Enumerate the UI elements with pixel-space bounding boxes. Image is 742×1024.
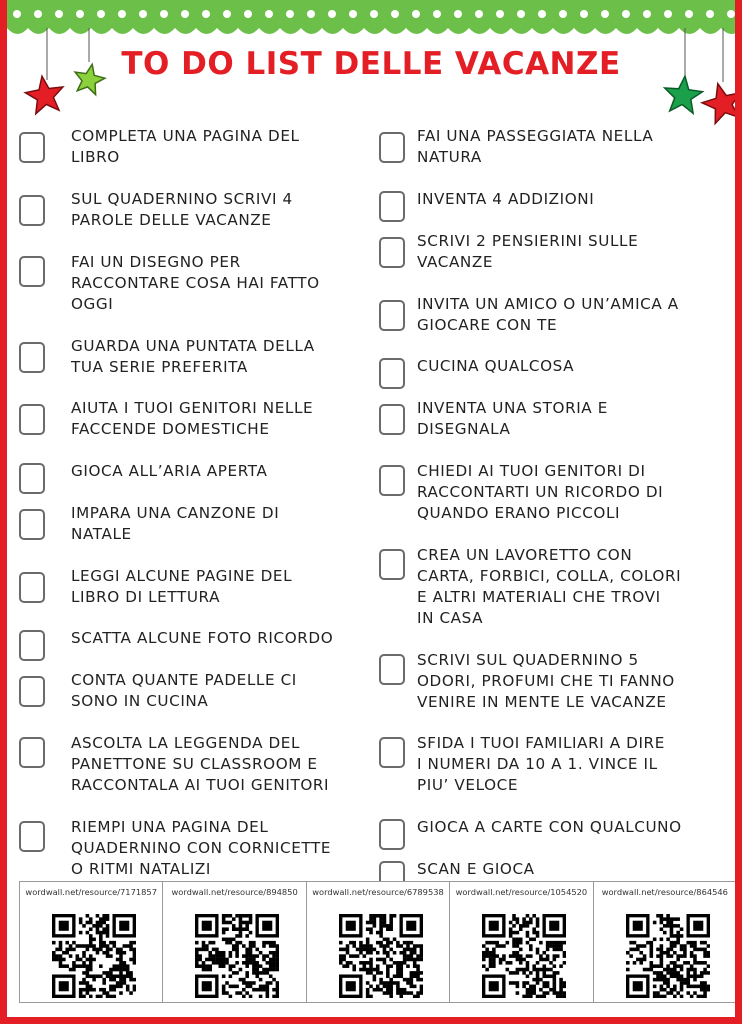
checkbox[interactable]: [19, 404, 45, 435]
todo-text-line: IN CASA: [417, 609, 484, 627]
garland-dot: [328, 10, 336, 18]
checkbox[interactable]: [379, 465, 405, 496]
todo-text: [417, 126, 653, 168]
qr-url: wordwall.net/resource/6789538: [312, 887, 444, 897]
garland-dot: [139, 10, 147, 18]
todo-text: [417, 545, 681, 629]
qr-code-icon[interactable]: [626, 914, 710, 998]
qr-card[interactable]: [162, 881, 306, 1003]
garland-dot: [244, 10, 252, 18]
garland-dot: [580, 10, 588, 18]
garland-dot: [76, 10, 84, 18]
todo-text: [417, 733, 665, 796]
todo-text: [71, 733, 329, 796]
garland-dot: [496, 10, 504, 18]
todo-text-line: E ALTRI MATERIALI CHE TROVI: [417, 588, 661, 606]
garland-dot: [34, 10, 42, 18]
garland-dot: [307, 10, 315, 18]
checkbox[interactable]: [379, 237, 405, 268]
todo-text: [71, 189, 293, 231]
todo-text: [417, 398, 608, 440]
todo-text-line: LIBRO: [71, 148, 120, 166]
todo-item: [19, 336, 375, 378]
todo-item: [379, 817, 729, 850]
todo-text-line: NATURA: [417, 148, 482, 166]
todo-text: [71, 336, 315, 378]
todo-text-line: SCAN E GIOCA: [417, 860, 535, 878]
garland-dot: [349, 10, 357, 18]
checkbox[interactable]: [19, 195, 45, 226]
todo-text-line: ODORI, PROFUMI CHE TI FANNO: [417, 672, 675, 690]
checkbox[interactable]: [379, 300, 405, 331]
garland-dot: [265, 10, 273, 18]
todo-text-line: IMPARA UNA CANZONE DI: [71, 504, 280, 522]
garland-dot: [454, 10, 462, 18]
todo-text-line: RACCONTALA AI TUOI GENITORI: [71, 776, 330, 794]
todo-text-line: SUL QUADERNINO SCRIVI 4: [71, 190, 293, 208]
garland-dot: [559, 10, 567, 18]
todo-text-line: ASCOLTA LA LEGGENDA DEL: [71, 734, 301, 752]
todo-text: [71, 503, 279, 545]
todo-text-line: SCATTA ALCUNE FOTO RICORDO: [71, 629, 334, 647]
todo-text: [417, 356, 574, 377]
todo-text-line: RACCONTARTI UN RICORDO DI: [417, 483, 664, 501]
todo-text: [417, 231, 638, 273]
qr-url: wordwall.net/resource/1054520: [455, 887, 588, 897]
todo-text-line: GUARDA UNA PUNTATA DELLA: [71, 337, 315, 355]
todo-text-line: FAI UNA PASSEGGIATA NELLA: [417, 127, 654, 145]
garland-dot: [370, 10, 378, 18]
todo-item: [379, 189, 729, 222]
todo-text-line: O RITMI NATALIZI: [71, 860, 211, 878]
garland-dot: [538, 10, 546, 18]
todo-item: [19, 733, 375, 796]
qr-code-strip: [19, 881, 737, 1003]
garland-dot: [97, 10, 105, 18]
todo-text-line: SCRIVI SUL QUADERNINO 5: [417, 651, 639, 669]
todo-text-line: CUCINA QUALCOSA: [417, 357, 575, 375]
todo-text-line: VACANZE: [417, 253, 494, 271]
todo-text-line: LIBRO DI LETTURA: [71, 588, 221, 606]
todo-item: [379, 650, 729, 713]
qr-code-icon[interactable]: [195, 914, 279, 998]
todo-text: [71, 126, 300, 168]
todo-item: [19, 670, 375, 712]
garland-dot: [685, 10, 693, 18]
todo-item: [379, 356, 729, 389]
todo-item: [19, 461, 375, 494]
checkbox[interactable]: [19, 737, 45, 768]
todo-text-line: CREA UN LAVORETTO CON: [417, 546, 633, 564]
todo-text-line: QUADERNINO CON CORNICETTE: [71, 839, 332, 857]
garland-dot: [706, 10, 714, 18]
todo-text-line: GIOCARE CON TE: [417, 316, 558, 334]
checkbox[interactable]: [19, 676, 45, 707]
qr-card[interactable]: [19, 881, 163, 1003]
qr-code-icon[interactable]: [339, 914, 423, 998]
todo-text: [417, 461, 663, 524]
todo-item: [19, 628, 375, 661]
garland-dot: [55, 10, 63, 18]
todo-item: [19, 189, 375, 231]
todo-item: [19, 566, 375, 608]
todo-text: [71, 566, 292, 608]
todo-text-line: GIOCA ALL’ARIA APERTA: [71, 462, 268, 480]
todo-text-line: INVENTA 4 ADDIZIONI: [417, 190, 595, 208]
todo-text-line: DISEGNALA: [417, 420, 511, 438]
garland-dot: [202, 10, 210, 18]
qr-code-icon[interactable]: [482, 914, 566, 998]
checkbox[interactable]: [19, 821, 45, 852]
garland-dot: [433, 10, 441, 18]
todo-text-line: COMPLETA UNA PAGINA DEL: [71, 127, 300, 145]
todo-text-line: QUANDO ERANO PICCOLI: [417, 504, 621, 522]
checkbox[interactable]: [19, 463, 45, 494]
todo-text-line: VENIRE IN MENTE LE VACANZE: [417, 693, 667, 711]
todo-text-line: PANETTONE SU CLASSROOM E: [71, 755, 318, 773]
garland-dot: [727, 10, 735, 18]
qr-card[interactable]: [306, 881, 450, 1003]
todo-item: [379, 231, 729, 273]
garland-dot: [160, 10, 168, 18]
todo-item: [19, 398, 375, 440]
todo-text-line: CONTA QUANTE PADELLE CI: [71, 671, 297, 689]
qr-card[interactable]: [593, 881, 737, 1003]
garland-dot: [643, 10, 651, 18]
todo-text-line: CHIEDI AI TUOI GENITORI DI: [417, 462, 646, 480]
garland-dot: [412, 10, 420, 18]
red-star-icon: [702, 84, 741, 124]
checkbox[interactable]: [379, 404, 405, 435]
garland-dot: [475, 10, 483, 18]
todo-text: [417, 650, 675, 713]
garland-dot: [622, 10, 630, 18]
todo-text-line: SCRIVI 2 PENSIERINI SULLE: [417, 232, 639, 250]
todo-text-line: SONO IN CUCINA: [71, 692, 209, 710]
qr-url: wordwall.net/resource/7171857: [25, 887, 157, 897]
garland-dot: [13, 10, 21, 18]
todo-text: [71, 252, 320, 315]
todo-text: [71, 670, 297, 712]
todo-text-line: SFIDA I TUOI FAMILIARI A DIRE: [417, 734, 665, 752]
qr-card[interactable]: [449, 881, 593, 1003]
todo-text: [417, 294, 679, 336]
garland-dot: [286, 10, 294, 18]
garland-dot: [118, 10, 126, 18]
todo-item: [379, 294, 729, 336]
todo-item: [19, 817, 375, 880]
todo-item: [19, 126, 375, 168]
todo-text: [417, 859, 535, 880]
todo-text-line: NATALE: [71, 525, 132, 543]
todo-text-line: RIEMPI UNA PAGINA DEL: [71, 818, 269, 836]
checkbox[interactable]: [19, 342, 45, 373]
page-title: TO DO LIST DELLE VACANZE: [121, 46, 621, 82]
todo-text-line: PAROLE DELLE VACANZE: [71, 211, 272, 229]
todo-item: [379, 398, 729, 440]
checkbox[interactable]: [379, 132, 405, 163]
todo-text-line: LEGGI ALCUNE PAGINE DEL: [71, 567, 293, 585]
todo-text-line: PIU’ VELOCE: [417, 776, 519, 794]
garland-dot: [391, 10, 399, 18]
todo-text-line: TUA SERIE PREFERITA: [71, 358, 248, 376]
garland-dot: [601, 10, 609, 18]
todo-text-line: CARTA, FORBICI, COLLA, COLORI: [417, 567, 682, 585]
todo-text: [417, 817, 682, 838]
todo-text-line: FAI UN DISEGNO PER: [71, 253, 241, 271]
checkbox[interactable]: [19, 572, 45, 603]
todo-item: [379, 126, 729, 168]
todo-text-line: INVITA UN AMICO O UN’AMICA A: [417, 295, 679, 313]
qr-url: wordwall.net/resource/894850: [171, 887, 298, 897]
todo-item: [379, 733, 729, 796]
todo-text: [71, 398, 313, 440]
todo-text-line: FACCENDE DOMESTICHE: [71, 420, 270, 438]
qr-url: wordwall.net/resource/864546: [601, 887, 728, 897]
garland-border: [7, 0, 742, 40]
garland-dot: [223, 10, 231, 18]
todo-item: [19, 503, 375, 545]
qr-code-icon[interactable]: [52, 914, 136, 998]
checkbox[interactable]: [379, 549, 405, 580]
garland-dot: [664, 10, 672, 18]
todo-text: [71, 817, 331, 880]
checkbox[interactable]: [19, 630, 45, 661]
checkbox[interactable]: [379, 191, 405, 222]
checkbox[interactable]: [19, 509, 45, 540]
todo-text-line: AIUTA I TUOI GENITORI NELLE: [71, 399, 314, 417]
checkbox[interactable]: [379, 819, 405, 850]
garland-dot: [181, 10, 189, 18]
todo-text: [71, 461, 267, 482]
todo-text: [71, 628, 333, 649]
todo-text-line: INVENTA UNA STORIA E: [417, 399, 608, 417]
checkbox[interactable]: [379, 654, 405, 685]
todo-text-line: RACCONTARE COSA HAI FATTO: [71, 274, 320, 292]
garland-dot: [517, 10, 525, 18]
todo-text: [417, 189, 594, 210]
todo-text-line: OGGI: [71, 295, 114, 313]
todo-item: [379, 461, 729, 524]
checkbox[interactable]: [19, 132, 45, 163]
checkbox[interactable]: [379, 358, 405, 389]
todo-text-line: I NUMERI DA 10 A 1. VINCE IL: [417, 755, 658, 773]
todo-item: [379, 545, 729, 629]
checkbox[interactable]: [379, 737, 405, 768]
todo-text-line: GIOCA A CARTE CON QUALCUNO: [417, 818, 682, 836]
checkbox[interactable]: [19, 256, 45, 287]
todo-item: [19, 252, 375, 315]
